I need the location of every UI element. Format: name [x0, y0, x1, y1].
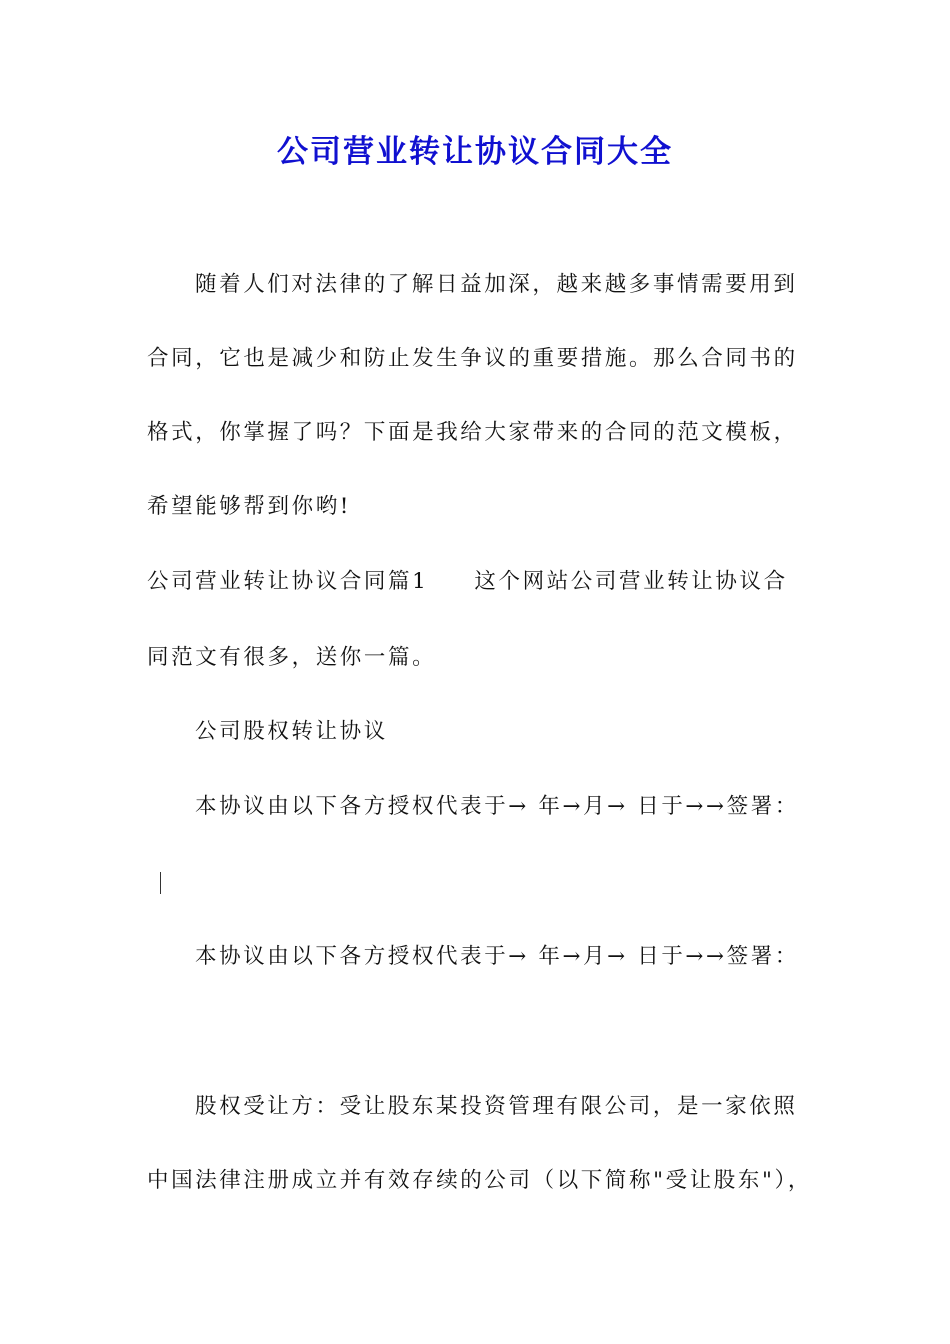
- section-heading: 公司营业转让协议合同篇1: [147, 569, 429, 594]
- text-cursor-mark: [160, 872, 161, 894]
- intro-line-1: 随着人们对法律的了解日益加深，越来越多事情需要用到: [195, 272, 798, 297]
- section-heading-tail: 这个网站公司营业转让协议合: [474, 569, 788, 594]
- intro-line-2: 合同，它也是减少和防止发生争议的重要措施。那么合同书的: [147, 346, 798, 371]
- document-title: 公司营业转让协议合同大全: [277, 134, 673, 170]
- agreement-title: 公司股权转让协议: [195, 719, 388, 744]
- signing-line-2: 本协议由以下各方授权代表于→ 年→月→ 日于→→签署：: [195, 944, 799, 969]
- section-line-2: 同范文有很多，送你一篇。: [147, 645, 437, 670]
- transferee-line-2: 中国法律注册成立并有效存续的公司（以下简称"受让股东"），: [147, 1168, 812, 1193]
- section-heading-line: [147, 567, 788, 597]
- intro-line-3: 格式，你掌握了吗？下面是我给大家带来的合同的范文模板，: [147, 420, 798, 445]
- transferee-line-1: 股权受让方：受让股东某投资管理有限公司，是一家依照: [195, 1094, 798, 1119]
- intro-line-4: 希望能够帮到你哟!: [147, 494, 352, 519]
- signing-line-1: 本协议由以下各方授权代表于→ 年→月→ 日于→→签署：: [195, 794, 799, 819]
